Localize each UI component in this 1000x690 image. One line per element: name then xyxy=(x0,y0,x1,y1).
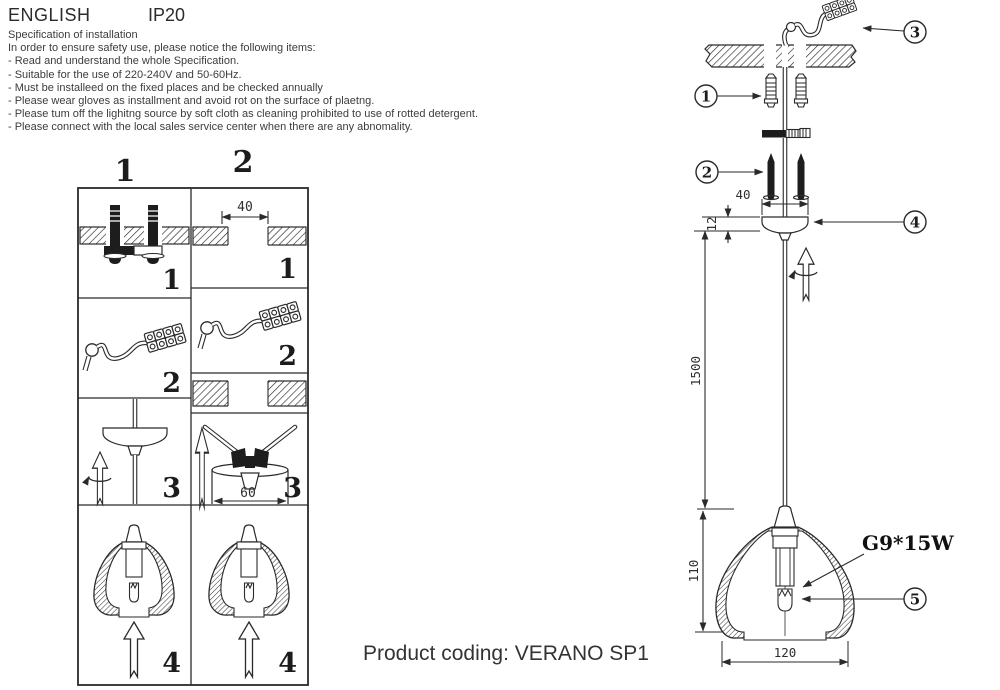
spec-item: - Please tum off the lighitng source by soft cloth as cleaning prohibited to use of rotted detergent. xyxy=(8,108,479,121)
spec-intro: In order to ensure safety use, please notice the following items: xyxy=(8,42,316,55)
canopy-width-dim: 60 xyxy=(240,486,256,501)
bulb-spec-text: G9*15W xyxy=(862,531,954,555)
dim-suspension-length xyxy=(688,231,734,509)
svg-text:2: 2 xyxy=(701,163,713,182)
step-label: 4 xyxy=(278,648,297,679)
rotate-arrow xyxy=(795,248,817,300)
svg-text:110: 110 xyxy=(686,559,701,583)
ceiling-slab xyxy=(705,44,856,68)
product-coding: Product coding: VERANO SP1 xyxy=(363,642,649,665)
bulb xyxy=(778,589,792,611)
step-m1-1-anchors-illustration xyxy=(80,205,189,264)
step-label: 1 xyxy=(162,265,181,296)
spec-item: - Suitable for the use of 220-240V and 50-60Hz. xyxy=(8,68,242,81)
lamp-shade xyxy=(716,506,854,640)
spec-item: - Please connect with the local sales service center when there are any abnomality. xyxy=(8,121,413,134)
spec-item: - Read and understand the whole Specification. xyxy=(8,55,240,68)
step-label: 3 xyxy=(162,473,181,504)
installation-steps-grid xyxy=(78,145,308,685)
svg-text:1500: 1500 xyxy=(688,355,703,387)
technical-drawing xyxy=(686,0,954,667)
svg-text:40: 40 xyxy=(735,187,751,202)
spec-item: - Must be installeed on the fixed places and be checked annually xyxy=(8,81,323,94)
svg-text:4: 4 xyxy=(909,213,921,232)
step-m2-3-springclips-illustration xyxy=(196,427,296,508)
spec-item: - Please wear gloves as installment and avoid rot on the surface of plaetng. xyxy=(8,95,375,108)
step-label: 3 xyxy=(283,473,302,504)
svg-text:120: 120 xyxy=(773,645,797,660)
svg-text:12: 12 xyxy=(704,216,719,232)
canopy xyxy=(762,217,808,240)
step-label: 2 xyxy=(278,341,297,372)
step-m2-ceiling-strip-illustration xyxy=(193,380,306,407)
spec-title: Specification of installation xyxy=(8,29,138,41)
dim-shade-width xyxy=(722,641,848,667)
dim-canopy-height xyxy=(694,205,760,243)
method-2-header: 2 xyxy=(232,145,254,180)
svg-text:1: 1 xyxy=(700,87,712,106)
mains-wire xyxy=(784,0,857,45)
ip-rating: IP20 xyxy=(148,5,186,25)
step-m1-3-canopy-illustration xyxy=(89,399,167,504)
step-label: 1 xyxy=(278,254,297,285)
svg-text:5: 5 xyxy=(909,590,921,609)
method-1-header: 1 xyxy=(114,154,136,189)
language-title: ENGLISH xyxy=(8,5,91,25)
hole-width-dim: 40 xyxy=(237,200,253,215)
step-m2-1-hole-illustration xyxy=(193,200,306,246)
callout-1 xyxy=(695,85,761,107)
svg-text:3: 3 xyxy=(909,23,921,42)
callout-4 xyxy=(814,211,926,233)
step-label: 4 xyxy=(162,648,181,679)
callout-3 xyxy=(863,21,926,43)
callout-2 xyxy=(696,161,763,183)
step-label: 2 xyxy=(162,368,181,399)
